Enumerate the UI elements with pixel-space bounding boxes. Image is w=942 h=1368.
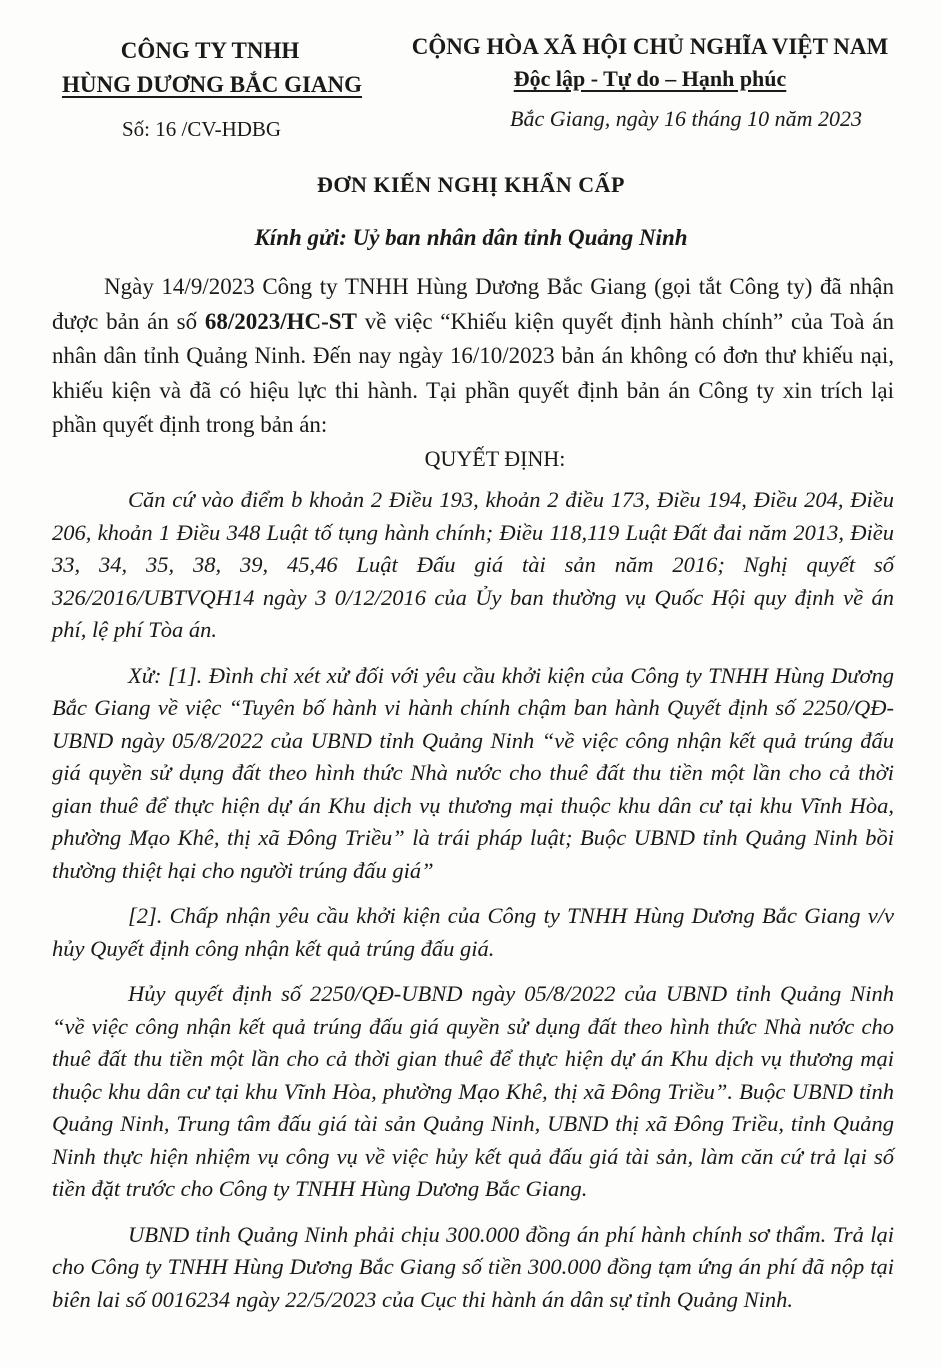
motto-text: Độc lập - Tự do – Hạnh phúc — [513, 66, 787, 91]
decision-body — [52, 484, 894, 1329]
document-number: Số: 16 /CV-HDBG — [122, 117, 282, 141]
court-fee-paragraph: UBND tỉnh Quảng Ninh phải chịu 300.000 đồng án phí hành chính sơ thẩm. Trả lại cho Công ty TNHH Hùng Dương Bắc Giang số tiền 300.000 đồng tạm ứng án phí đã nộp tại biên lai số 0016234 ngày 22/5/2023 của Cục thi hành án dân sự tỉnh Quảng Ninh. — [52, 1221, 894, 1312]
judgment-number: 68/2023/HC-ST — [204, 308, 357, 334]
ruling-paragraph-1: Xử: [1]. Đình chỉ xét xử đối với yêu cầu khởi kiện của Công ty TNHH Hùng Dương Bắc Giang về việc “Tuyên bố hành vi hành chính chậm ban hành Quyết định số 2250/QĐ-UBND ngày 05/8/2022 của UBND tỉnh Quảng Ninh “về việc công nhận kết quả trúng đấu giá quyền sử dụng đất theo hình thức Nhà nước cho thuê đất thu tiền một lần cho cả thời gian thuê để thực hiện dự án Khu dịch vụ thương mại thuộc khu dân cư tại khu Vĩnh Hòa, phường Mạo Khê, thị xã Đông Triều” là trái pháp luật; Buộc UBND tỉnh Quảng Ninh bồi thường thiệt hại cho người trúng đấu giá” — [52, 662, 894, 883]
intro-paragraph — [52, 270, 894, 443]
decision-heading: QUYẾT ĐỊNH: — [424, 446, 566, 471]
document-title: ĐƠN KIẾN NGHỊ KHẨN CẤP — [316, 172, 625, 197]
intro-text-start: Ngày 14/9/2023 Công ty TNHH Hùng Dương Bắc Giang (gọi tắt Công ty) đã nhận được bản án số — [52, 274, 894, 334]
recipient-line: Kính gửi: Uỷ ban nhân dân tỉnh Quảng Ninh — [254, 225, 688, 250]
place-date: Bắc Giang, ngày 16 tháng 10 năm 2023 — [510, 106, 862, 131]
company-name-line1: CÔNG TY TNHH — [120, 38, 300, 63]
annulment-paragraph: Hủy quyết định số 2250/QĐ-UBND ngày 05/8/2022 của UBND tỉnh Quảng Ninh “về việc công nhận kết quả trúng đấu giá quyền sử dụng đất theo hình thức Nhà nước cho thuê đất thu tiền một lần cho cả thời gian thuê để thực hiện dự án Khu dịch vụ thương mại thuộc khu dân cư tại khu Vĩnh Hòa, phường Mạo Khê, thị xã Đông Triều”. Buộc UBND tỉnh Quảng Ninh, Trung tâm đấu giá tài sản Quảng Ninh, UBND thị xã Đông Triều, tỉnh Quảng Ninh thực hiện nhiệm vụ công vụ về việc hủy kết quả đấu giá tài sản, làm căn cứ trả lại số tiền đặt trước cho Công ty TNHH Hùng Dương Bắc Giang. — [52, 981, 894, 1201]
company-name-line2 — [52, 72, 372, 98]
national-motto — [390, 66, 910, 92]
national-title: CỘNG HÒA XÃ HỘI CHỦ NGHĨA VIỆT NAM — [411, 34, 889, 59]
intro-text-end: về việc “Khiếu kiện quyết định hành chính” của Toà án nhân dân tỉnh Quảng Ninh. Đến nay ngày 16/10/2023 bản án không có đơn thư khiếu nại, khiếu kiện và đã có hiệu lực thi hành. Tại phần quyết định bản án Công ty xin trích lại phần quyết định trong bản án: — [52, 308, 894, 437]
company-name-text: HÙNG DƯƠNG BẮC GIANG — [61, 72, 363, 97]
ruling-paragraph-2: [2]. Chấp nhận yêu cầu khởi kiện của Công ty TNHH Hùng Dương Bắc Giang v/v hủy Quyết định công nhận kết quả trúng đấu giá. — [52, 903, 894, 961]
legal-basis-paragraph: Căn cứ vào điểm b khoản 2 Điều 193, khoản 2 điều 173, Điều 194, Điều 204, Điều 206, khoản 1 Điều 348 Luật tố tụng hành chính; Điều 118,119 Luật Đất đai năm 2013, Điều 33, 34, 35, 38, 39, 45,46 Luật Đấu giá tài sản năm 2016; Nghị quyết số 326/2016/UBTVQH14 ngày 3 0/12/2016 của Ủy ban thường vụ Quốc Hội quy định về án phí, lệ phí Tòa án. — [52, 487, 894, 642]
